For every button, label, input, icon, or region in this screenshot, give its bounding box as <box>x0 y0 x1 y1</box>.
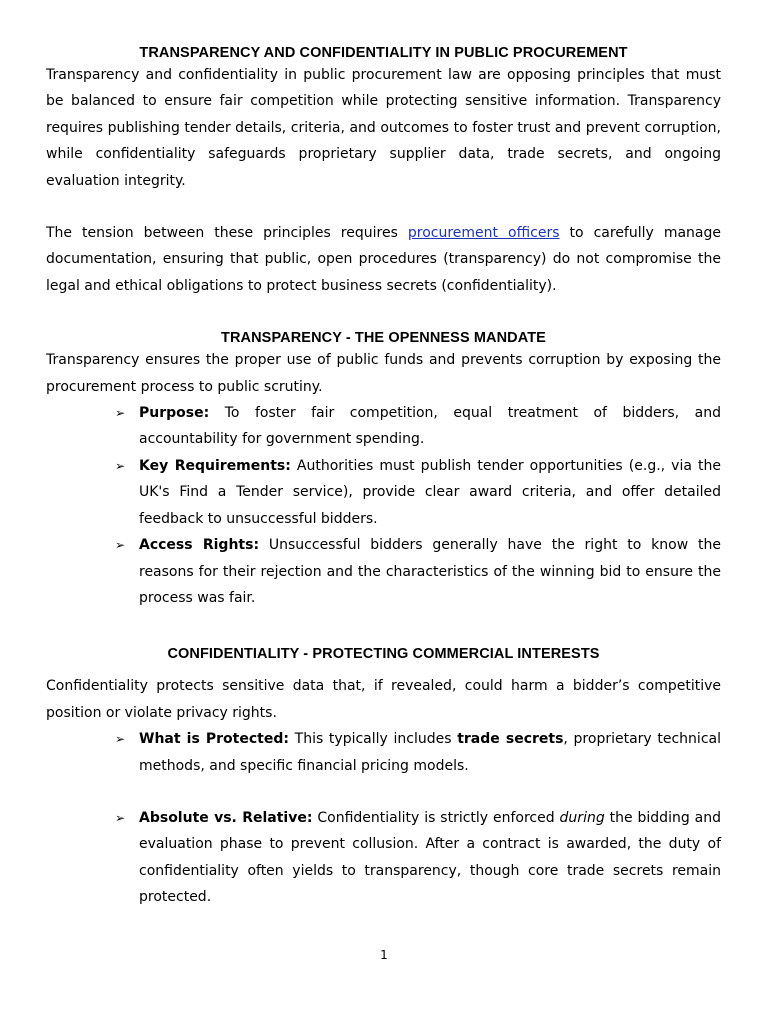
list-item <box>115 726 721 779</box>
document-title: TRANSPARENCY AND CONFIDENTIALITY IN PUBLIC PROCUREMENT <box>139 45 628 61</box>
bullet-bold-term: trade secrets <box>457 731 564 748</box>
list-item <box>115 532 721 611</box>
intro-paragraph-1: Transparency and confidentiality in public procurement law are opposing principles that must be balanced to ensure fair competition while protecting sensitive information. Transparency requires publishing tender details, criteria, and outcomes to foster trust and prevent corruption, while confidentiality safeguards proprietary supplier data, trade secrets, and ongoing evaluation integrity. <box>46 67 721 189</box>
bullet-text: To foster fair competition, equal treatment of bidders, and accountability for government spending. <box>139 405 721 448</box>
procurement-officers-link[interactable]: procurement officers <box>407 225 560 242</box>
bullet-label: Absolute vs. Relative: <box>139 809 313 826</box>
bullet-text: , proprietary technical methods, and specific financial pricing models. <box>139 731 721 774</box>
confidentiality-bullet-list-2 <box>46 805 721 911</box>
bullet-text: the bidding and evaluation phase to prevent collusion. After a contract is awarded, the duty of confidentiality often yields to transparency, though core trade secrets remain protected. <box>139 809 721 906</box>
confidentiality-heading: CONFIDENTIALITY - PROTECTING COMMERCIAL INTERESTS <box>167 646 600 663</box>
list-item <box>115 400 721 453</box>
list-item <box>115 453 721 532</box>
page-number: 1 <box>380 948 388 962</box>
bullet-label: Purpose: <box>139 405 210 422</box>
bullet-italic-term: during <box>559 809 605 826</box>
transparency-heading: TRANSPARENCY - THE OPENNESS MANDATE <box>221 330 546 347</box>
confidentiality-intro: Confidentiality protects sensitive data that, if revealed, could harm a bidder’s competitive position or violate privacy rights. <box>46 678 721 721</box>
arrow-bullet-icon: ➢ <box>115 458 126 473</box>
confidentiality-bullet-list <box>46 726 721 779</box>
transparency-bullet-list <box>46 400 721 611</box>
bullet-label: Key Requirements: <box>139 457 291 474</box>
bullet-text: Authorities must publish tender opportunities (e.g., via the UK's Find a Tender service), provide clear award criteria, and offer detailed feedback to unsuccessful bidders. <box>139 457 721 527</box>
bullet-label: What is Protected: <box>139 731 289 748</box>
transparency-intro: Transparency ensures the proper use of public funds and prevents corruption by exposing the procurement process to public scrutiny. <box>46 352 721 395</box>
arrow-bullet-icon: ➢ <box>115 538 126 553</box>
arrow-bullet-icon: ➢ <box>115 732 126 747</box>
intro-text-before-link: The tension between these principles requires <box>46 225 408 242</box>
bullet-text: Confidentiality is strictly enforced <box>312 809 560 826</box>
list-item <box>115 805 721 911</box>
document-page <box>46 44 721 911</box>
intro-text-after-link: to carefully manage documentation, ensuring that public, open procedures (transparency) do not compromise the legal and ethical obligations to protect business secrets (confidentiality). <box>46 225 721 294</box>
bullet-text: This typically includes <box>288 731 458 748</box>
bullet-label: Access Rights: <box>139 537 260 554</box>
arrow-bullet-icon: ➢ <box>115 406 126 421</box>
intro-paragraph-2 <box>46 220 721 299</box>
bullet-text: Unsuccessful bidders generally have the right to know the reasons for their rejection and the characteristics of the winning bid to ensure the process was fair. <box>139 537 721 606</box>
arrow-bullet-icon: ➢ <box>115 810 126 825</box>
